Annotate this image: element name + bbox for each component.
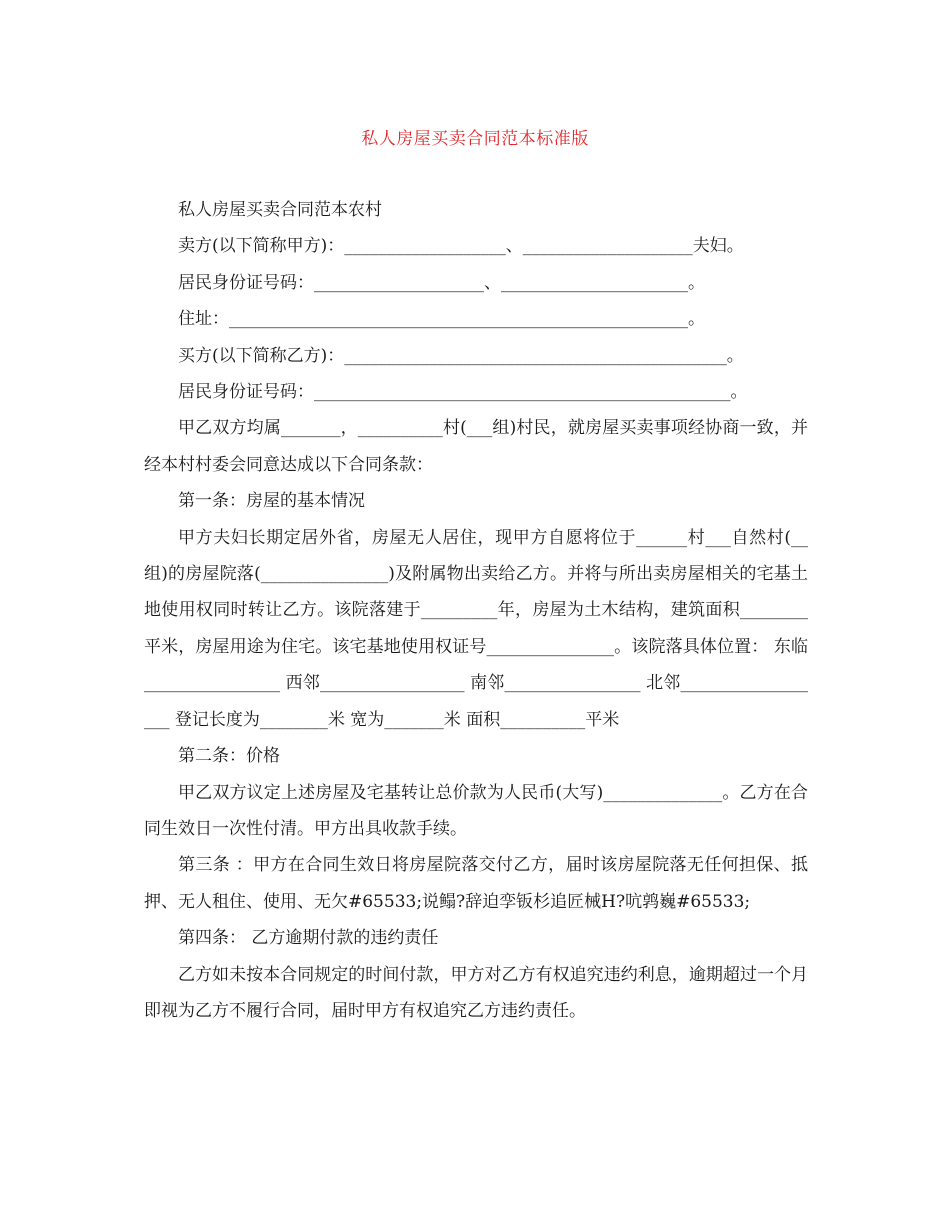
paragraph-subtitle: 私人房屋买卖合同范本农村 xyxy=(178,200,382,220)
paragraph-seller-id: 居民身份证号码：____________________、______________________。 xyxy=(178,272,705,293)
paragraph-article-3: 第三条 ：甲方在合同生效日将房屋院落交付乙方，届时该房屋院落无任何担保、抵押、无人租住、使用、无欠#65533;说鳎?辞迫孪钣杉追匠械H?吭鹑巍#65533; xyxy=(144,855,808,912)
paragraph-intro: 甲乙双方均属_______，__________村(___组)村民，就房屋买卖事项经协商一致，并经本村村委会同意达成以下合同条款： xyxy=(144,418,808,475)
heading-article-4: 第四条： 乙方逾期付款的违约责任 xyxy=(178,928,439,949)
document-body xyxy=(144,192,808,1029)
document-title: 私人房屋买卖合同范本标准版 xyxy=(361,129,589,149)
paragraph-article-4: 乙方如未按本合同规定的时间付款，甲方对乙方有权追究违约利息，逾期超过一个月即视为乙方不履行合同，届时甲方有权追究乙方违约责任。 xyxy=(144,964,808,1021)
heading-article-1: 第一条：房屋的基本情况 xyxy=(178,491,365,512)
heading-article-2: 第二条：价格 xyxy=(178,746,280,767)
paragraph-seller: 卖方(以下简称甲方)：___________________、____________________夫妇。 xyxy=(178,236,744,257)
paragraph-article-2: 甲乙双方议定上述房屋及宅基转让总价款为人民币(大写)______________。乙方在合同生效日一次性付清。甲方出具收款手续。 xyxy=(144,782,808,839)
paragraph-buyer-id: 居民身份证号码：_________________________________________________。 xyxy=(178,382,748,403)
paragraph-article-1: 甲方夫妇长期定居外省，房屋无人居住，现甲方自愿将位于______村___自然村(__组)的房屋院落(_______________)及附属物出卖给乙方。并将与所出卖房屋相关的宅基土地使用权同时转让乙方。该院落建于_________年，房屋为土木结构，建筑面积________平米，房屋用途为住宅。该宅基地使用权证号_______________。该院落具体位置： 东临________________ 西邻_________________ 南邻________________ 北邻__________________ 登记长度为________米 宽为_______米 面积__________平米 xyxy=(144,527,808,730)
paragraph-buyer: 买方(以下简称乙方)：_____________________________________________。 xyxy=(178,345,744,366)
paragraph-address: 住址：______________________________________________________。 xyxy=(178,309,705,330)
